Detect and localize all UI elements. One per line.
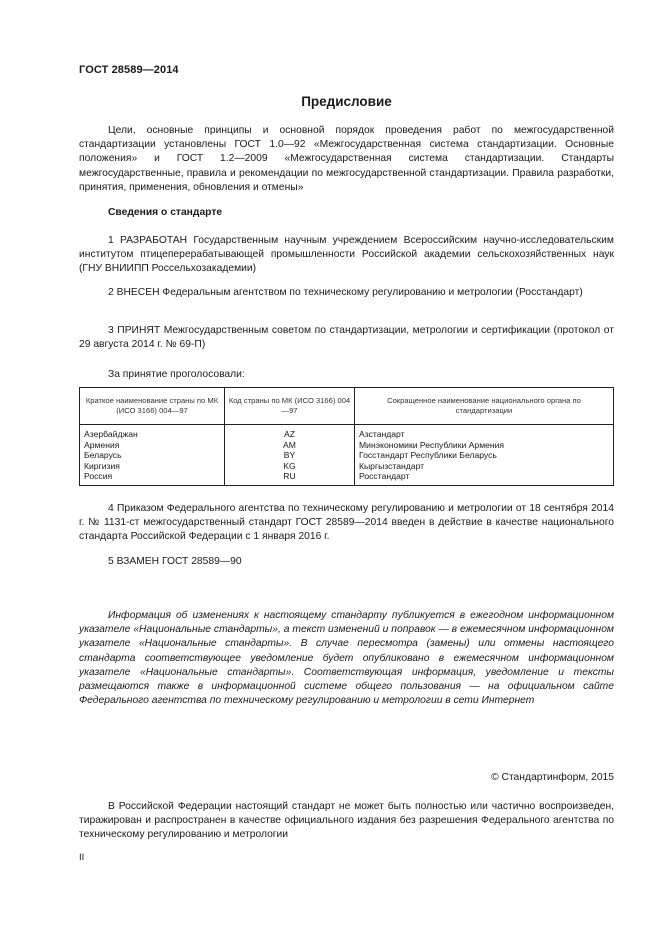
voting-table (79, 387, 614, 486)
national-body-cell: Росстандарт (355, 471, 614, 485)
country-code-cell: AM (225, 440, 355, 451)
table-row (80, 471, 614, 485)
legal-notice: В Российской Федерации настоящий стандарт не может быть полностью или частично воспроизведен, тиражирован и распространен в качестве официального издания без разрешения Федерального агентства по техническому регулированию и метрологии (79, 801, 614, 841)
standard-code-header: ГОСТ 28589—2014 (79, 64, 179, 76)
national-body-cell: Кыргызстандарт (355, 461, 614, 472)
national-body-cell: Азстандарт (355, 425, 614, 440)
changes-info-paragraph: Информация об изменениях к настоящему стандарту публикуется в ежегодном информационном указателе «Национальные стандарты», а текст изменений и поправок — в ежемесячном информационном указателе «Национальные стандарты». В случае пересмотра (замены) или отмены настоящего стандарта соответствующее уведомление будет опубликовано в ежемесячном информационном указателе «Национальные стандарты». Соответствующая информация, уведомление и тексты размещаются также в информационной системе общего пользования — на официальном сайте Федерального агентства по техническому регулированию и метрологии в сети Интернет (79, 610, 614, 707)
page-title: Предисловие (301, 94, 392, 109)
table-header-row (80, 388, 614, 425)
item-replaces: 5 ВЗАМЕН ГОСТ 28589—90 (108, 556, 242, 567)
country-code-cell: RU (225, 471, 355, 485)
country-code-cell: KG (225, 461, 355, 472)
item-enacted: 4 Приказом Федерального агентства по техническому регулированию и метрологии от 18 сентября 2014 г. № 1131-ст межгосударственный стандарт ГОСТ 28589—2014 введен в действие в качестве национального стандарта Российской Федерации с 1 января 2016 г. (79, 503, 614, 543)
country-name-cell: Киргизия (80, 461, 225, 472)
national-body-cell: Госстандарт Республики Беларусь (355, 450, 614, 461)
standard-info-heading: Сведения о стандарте (108, 207, 223, 218)
country-code-cell: AZ (225, 425, 355, 440)
country-name-cell: Беларусь (80, 450, 225, 461)
country-name-cell: Азербайджан (80, 425, 225, 440)
country-name-cell: Россия (80, 471, 225, 485)
table-row (80, 425, 614, 440)
header-country-name: Краткое наименование страны по МК (ИСО 3166) 004—97 (80, 388, 225, 425)
item-developed: 1 РАЗРАБОТАН Государственным научным учреждением Всероссийским научно-исследовательским институтом птицеперерабатывающей промышленности Российской академии сельскохозяйственных наук (ГНУ ВНИИПП Россельхозакадемии) (79, 235, 614, 275)
country-name-cell: Армения (80, 440, 225, 451)
country-code-cell: BY (225, 450, 355, 461)
table-row (80, 440, 614, 451)
item-submitted: 2 ВНЕСЕН Федеральным агентством по техническому регулированию и метрологии (Росстандарт) (108, 287, 583, 298)
intro-paragraph: Цели, основные принципы и основной порядок проведения работ по межгосударственной стандартизации установлены ГОСТ 1.0—92 «Межгосударственная система стандартизации. Основные положения» и ГОСТ 1.2—2009 «Межгосударственная система стандартизации. Стандарты межгосударственные, правила и рекомендации по межгосударственной стандартизации. Правила разработки, принятия, применения, обновления и отмены» (79, 125, 614, 193)
page-number: II (79, 852, 85, 863)
national-body-cell: Минэкономики Республики Армения (355, 440, 614, 451)
item-adopted: 3 ПРИНЯТ Межгосударственным советом по стандартизации, метрологии и сертификации (протокол от 29 августа 2014 г. № 69-П) (79, 325, 614, 351)
voted-label: За принятие проголосовали: (108, 369, 245, 380)
copyright-notice: © Стандартинформ, 2015 (491, 772, 614, 783)
header-country-code: Код страны по МК (ИСО 3166) 004—97 (225, 388, 355, 425)
header-national-body: Сокращенное наименование национального органа по стандартизации (355, 388, 614, 425)
table-row (80, 461, 614, 472)
table-row (80, 450, 614, 461)
